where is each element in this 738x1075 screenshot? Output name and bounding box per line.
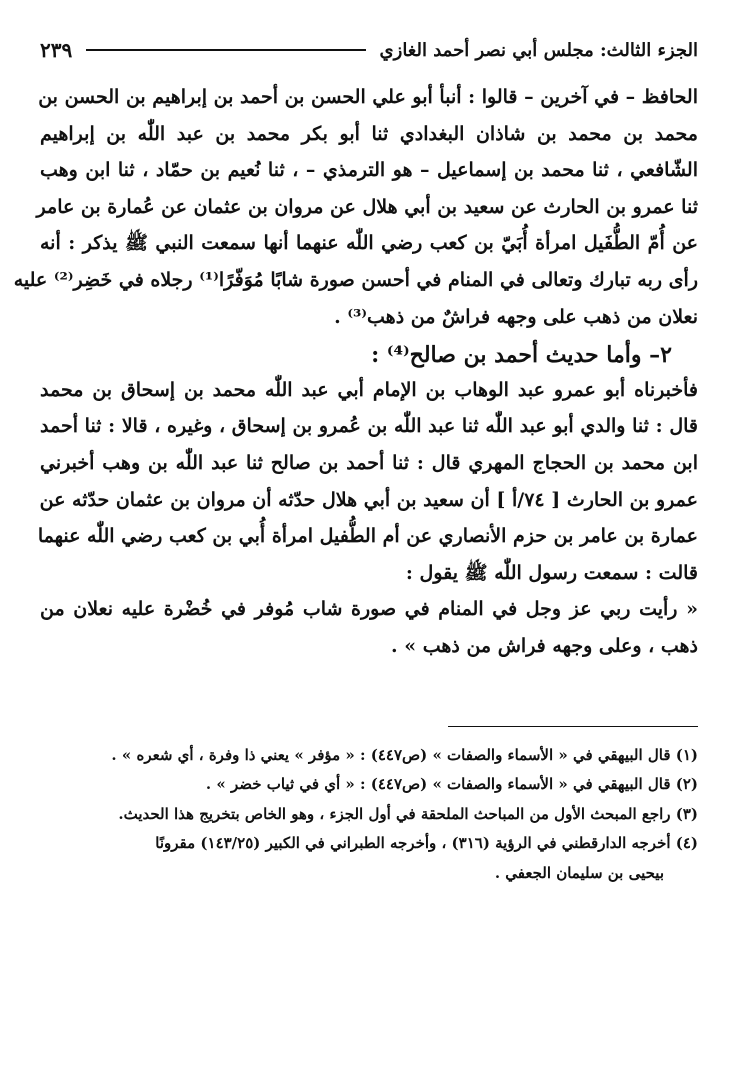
text-line: نعلان من ذهب على وجهه فراشٌ من ذهب⁽³⁾ . bbox=[334, 305, 698, 328]
footnotes bbox=[40, 743, 698, 891]
text-line: فأخبرناه أبو عمرو عبد الوهاب بن الإمام أبي عبد اللّٰه محمد بن إسحاق بن محمد bbox=[40, 378, 698, 401]
footnote-3: (٣) راجع المبحث الأول من المباحث الملحقة في أول الجزء ، وهو الخاص بتخريج هذا الحديث. bbox=[118, 804, 698, 823]
footnote-separator bbox=[448, 726, 698, 727]
text-line: عمرو بن الحارث [ ٧٤/أ ] أن سعيد بن أبي هلال حدّثه أن مروان بن عثمان حدّثه عن bbox=[39, 488, 698, 511]
footnote-4-continuation: بيحيى بن سليمان الجعفي . bbox=[494, 863, 664, 882]
text-line: رأى ربه تبارك وتعالى في المنام في أحسن صورة شابًا مُوَفّرًا⁽¹⁾ رجلاه في خَضِر⁽²⁾ عليه bbox=[13, 268, 698, 291]
footnote-1: (١) قال البيهقي في « الأسماء والصفات » (ص٤٤٧) : « مؤفر » يعني ذا وفرة ، أي شعره » . bbox=[111, 745, 698, 764]
header-rule bbox=[86, 49, 365, 51]
main-text bbox=[13, 82, 698, 668]
page-number: ٢٣٩ bbox=[40, 38, 73, 62]
text-line: الحافظ – في آخرين – قالوا : أنبأ أبو علي الحسن بن أحمد بن إبراهيم بن الحسن بن bbox=[38, 86, 698, 108]
text-line: ابن محمد بن الحجاج المهري قال : ثنا أحمد بن صالح ثنا عبد اللّٰه بن وهب أخبرني bbox=[40, 451, 698, 474]
footnote-2: (٢) قال البيهقي في « الأسماء والصفات » (ص٤٤٧) : « أي في ثياب خضر » . bbox=[205, 775, 698, 793]
text-line: ثنا عمرو بن الحارث عن سعيد بن أبي هلال عن مروان بن عثمان عن عُمارة بن عامر bbox=[36, 195, 698, 218]
footnote-4: (٤) أخرجه الدارقطني في الرؤية (٣١٦) ، وأخرجه الطبراني في الكبير (١٤٣/٢٥) مقرونًا bbox=[155, 834, 698, 852]
text-line: محمد بن محمد بن شاذان البغدادي ثنا أبو بكر محمد بن عبد اللّٰه بن إبراهيم bbox=[40, 122, 698, 145]
text-line: عن أُمّ الطُّفَيل امرأة أُبَيّ بن كعب رضي اللّٰه عنهما أنها سمعت النبي ﷺ يذكر : أنه bbox=[40, 232, 698, 255]
text-line: الشّافعي ، ثنا محمد بن إسماعيل – هو الترمذي – ، ثنا نُعيم بن حمّاد ، ثنا ابن وهب bbox=[40, 159, 698, 182]
text-line: قال : ثنا والدي أبو عبد اللّٰه ثنا عبد اللّٰه بن عُمرو بن إسحاق ، وغيره ، قالا : ثنا أحمد bbox=[40, 415, 698, 438]
quote-line: « رأيت ربي عز وجل في المنام في صورة شاب مُوفر في خُضْرة عليه نعلان من bbox=[40, 598, 698, 621]
running-header bbox=[40, 30, 698, 70]
quote-line: ذهب ، وعلى وجهه فراش من ذهب » . bbox=[391, 634, 698, 657]
text-line: عمارة بن عامر بن حزم الأنصاري عن أم الطُّفيل امرأة أُبي بن كعب رضي اللّٰه عنهما bbox=[37, 525, 698, 548]
text-line: قالت : سمعت رسول اللّٰه ﷺ يقول : bbox=[405, 561, 698, 584]
chapter-title: الجزء الثالث: مجلس أبي نصر أحمد الغازي bbox=[379, 39, 698, 61]
book-page bbox=[13, 30, 698, 890]
section-heading: ٢– وأما حديث أحمد بن صالح⁽⁴⁾ : bbox=[371, 342, 672, 369]
